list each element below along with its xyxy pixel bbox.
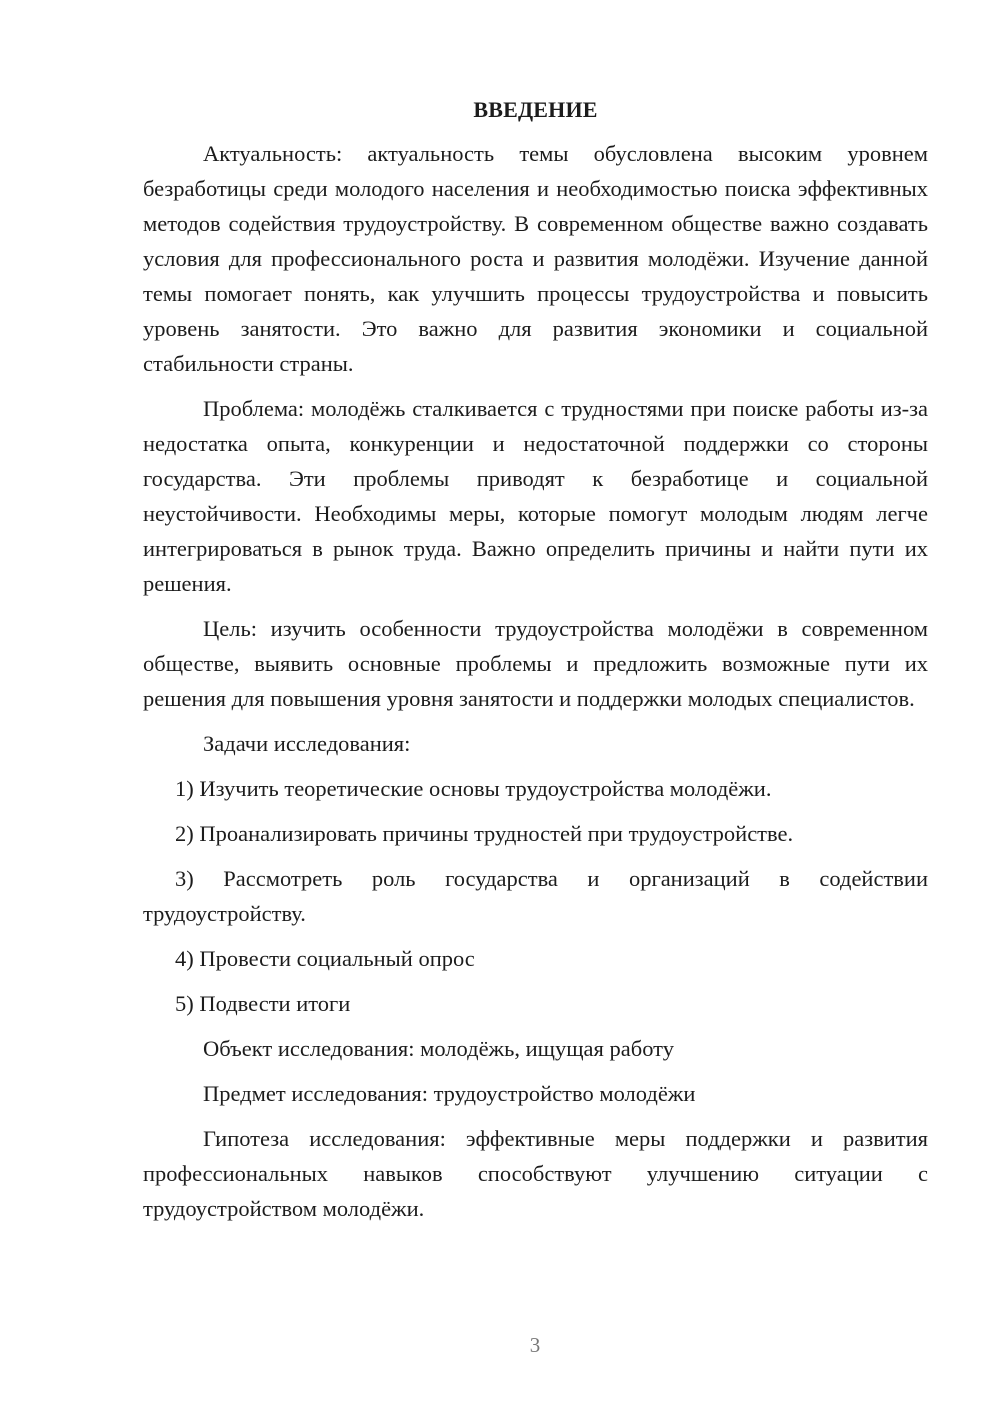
tasks-heading: Задачи исследования: bbox=[203, 731, 411, 756]
task-item-4: 4) Провести социальный опрос bbox=[175, 946, 475, 971]
hypothesis-paragraph: Гипотеза исследования: эффективные меры поддержки и развития профессиональных навыков способствуют улучшению ситуации с трудоустройством молодёжи. bbox=[143, 1126, 928, 1221]
research-subject: Предмет исследования: трудоустройство молодёжи bbox=[203, 1081, 696, 1106]
task-item-1: 1) Изучить теоретические основы трудоустройства молодёжи. bbox=[175, 776, 772, 801]
page-number: 3 bbox=[529, 1333, 541, 1357]
relevance-paragraph: Актуальность: актуальность темы обусловлена высоким уровнем безработицы среди молодого населения и необходимостью поиска эффективных методов содействия трудоустройству. В современном обществе важно создавать условия для профессионального роста и развития молодёжи. Изучение данной темы помогает понять, как улучшить процессы трудоустройства и повысить уровень занятости. Это важно для развития экономики и социальной стабильности страны. bbox=[143, 141, 928, 376]
research-object: Объект исследования: молодёжь, ищущая работу bbox=[203, 1036, 674, 1061]
task-item-2: 2) Проанализировать причины трудностей при трудоустройстве. bbox=[175, 821, 794, 846]
task-item-3: 3) Рассмотреть роль государства и организаций в содействии трудоустройству. bbox=[143, 866, 928, 926]
task-item-5: 5) Подвести итоги bbox=[175, 991, 351, 1016]
section-title: ВВЕДЕНИЕ bbox=[473, 97, 598, 122]
page-content bbox=[143, 95, 928, 1236]
problem-paragraph: Проблема: молодёжь сталкивается с трудностями при поиске работы из-за недостатка опыта, конкуренции и недостаточной поддержки со стороны государства. Эти проблемы приводят к безработице и социальной неустойчивости. Необходимы меры, которые помогут молодым людям легче интегрироваться в рынок труда. Важно определить причины и найти пути их решения. bbox=[143, 396, 928, 596]
goal-paragraph: Цель: изучить особенности трудоустройства молодёжи в современном обществе, выявить основные проблемы и предложить возможные пути их решения для повышения уровня занятости и поддержки молодых специалистов. bbox=[143, 616, 928, 711]
